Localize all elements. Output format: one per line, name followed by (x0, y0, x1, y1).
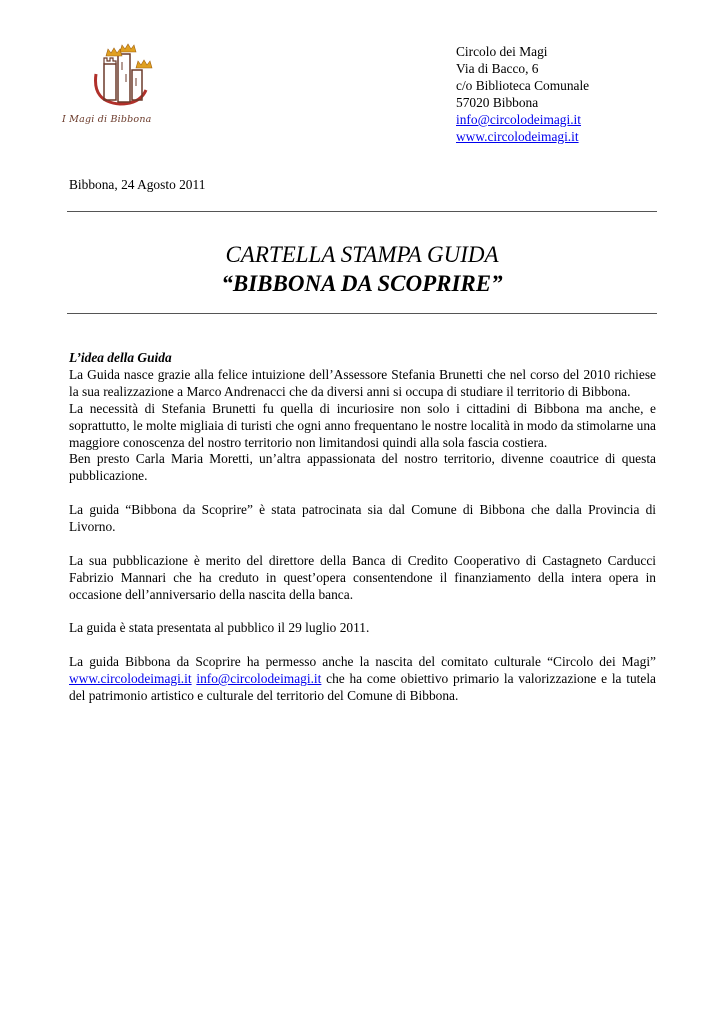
paragraph: La Guida nasce grazie alla felice intuizione dell’Assessore Stefania Brunetti che nel corso del 2010 richiese la sua realizzazione a Marco Andrenacci che da diversi anni si occupa di studiare il territorio di Bibbona. (69, 366, 656, 399)
paragraph: La necessità di Stefania Brunetti fu quella di incuriosire non solo i cittadini di Bibbona ma anche, e soprattutto, le molte migliaia di turisti che ogni anno frequentano le nostre località in modo da stimolarne una maggiore conoscenza del nostro territorio non limitandosi quindi alla sola fascia costiera. (69, 400, 656, 450)
website-link[interactable]: www.circolodeimagi.it (456, 129, 579, 144)
document-title (67, 240, 657, 298)
address-line: Via di Bacco, 6 (456, 61, 539, 76)
paragraph-text: che ha come obiettivo primario la valorizzazione e la tutela del patrimonio artistico e culturale del territorio del Comune di Bibbona. (69, 671, 656, 704)
section-heading: L’idea della Guida (69, 350, 172, 365)
body-text (69, 350, 656, 705)
divider-top (67, 211, 657, 212)
paragraph (69, 654, 656, 705)
paragraph: La sua pubblicazione è merito del direttore della Banca di Credito Cooperativo di Castagneto Carducci Fabrizio Mannari che ha creduto in quest’opera consentendone il finanziamento della intera opera in occasione dell’anniversario della nascita della banca. (69, 552, 656, 602)
date-line: Bibbona, 24 Agosto 2011 (69, 177, 206, 192)
website-link-inline[interactable]: www.circolodeimagi.it (69, 671, 192, 687)
title-line-1: CARTELLA STAMPA GUIDA (225, 242, 499, 267)
paragraph: La guida è stata presentata al pubblico il 29 luglio 2011. (69, 620, 370, 636)
email-link-inline[interactable]: info@circolodeimagi.it (196, 671, 322, 687)
address-line: c/o Biblioteca Comunale (456, 78, 590, 93)
address-line: 57020 Bibbona (456, 95, 539, 110)
email-link[interactable]: info@circolodeimagi.it (456, 112, 582, 127)
logo-text: I Magi di Bibbona (62, 114, 152, 125)
paragraph: Ben presto Carla Maria Moretti, un’altra appassionata del nostro territorio, divenne coautrice di questa pubblicazione. (69, 451, 656, 484)
divider-bottom (67, 313, 657, 314)
paragraph-text: La guida Bibbona da Scoprire ha permesso anche la nascita del comitato culturale “Circolo dei Magi” (69, 654, 656, 670)
paragraph: La guida “Bibbona da Scoprire” è stata patrocinata sia dal Comune di Bibbona che dalla Provincia di Livorno. (69, 502, 656, 535)
title-line-2: “BIBBONA DA SCOPRIRE” (221, 271, 503, 296)
logo-graphic (62, 40, 182, 114)
logo (62, 40, 182, 140)
address-block (456, 43, 589, 145)
address-line: Circolo dei Magi (456, 44, 548, 59)
